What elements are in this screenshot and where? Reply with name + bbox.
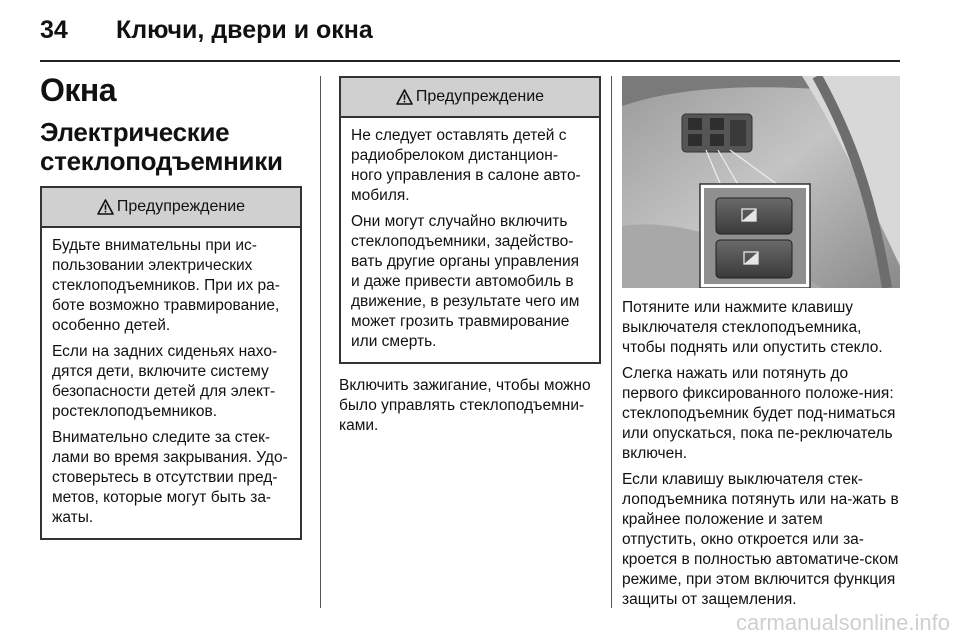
warning-box bbox=[40, 186, 302, 540]
warning-triangle-icon bbox=[97, 199, 114, 215]
warning-header bbox=[42, 188, 300, 228]
window-switch-photo bbox=[622, 76, 900, 288]
header-rule bbox=[40, 60, 900, 62]
page-number: 34 bbox=[40, 16, 68, 44]
warning-body bbox=[341, 118, 599, 362]
warning-paragraph: Не следует оставлять детей с радиобрелоком дистанцион-ного управления в салоне авто-мобиля. bbox=[351, 127, 581, 204]
body-paragraph: Включить зажигание, чтобы можно было управлять стеклоподъемни-ками. bbox=[339, 377, 591, 434]
column-divider bbox=[320, 76, 321, 608]
column-left bbox=[40, 72, 302, 540]
warning-paragraph: Если на задних сиденьях нахо-дятся дети, включите систему безопасности детей для элект-ростеклоподъемников. bbox=[52, 343, 278, 420]
subsection-title bbox=[40, 118, 302, 176]
warning-body bbox=[42, 228, 300, 538]
warning-header bbox=[341, 78, 599, 118]
column-divider bbox=[611, 76, 612, 608]
body-paragraph: Потяните или нажмите клавишу выключателя стеклоподъемника, чтобы поднять или опустить стекло. bbox=[622, 299, 883, 356]
column-middle bbox=[339, 72, 601, 442]
warning-paragraph: Внимательно следите за стек-лами во время закрывания. Удо-стоверьтесь в отсутствии пред-метов, которые могут быть за-жаты. bbox=[52, 429, 288, 526]
chapter-title: Ключи, двери и окна bbox=[116, 16, 373, 44]
warning-triangle-icon bbox=[396, 89, 413, 105]
subsection-title-line2: стеклоподъемники bbox=[40, 146, 283, 176]
body-paragraph: Слегка нажать или потянуть до первого фиксированного положе-ния: стеклоподъемник будет под-ниматься или опускаться, пока пе-реключатель включен. bbox=[622, 365, 896, 462]
column-right bbox=[622, 72, 900, 616]
body-text bbox=[339, 376, 601, 436]
warning-paragraph: Они могут случайно включить стеклоподъемники, задейство-вать другие органы управления и даже привести автомобиль в движение, в результате чего им может грозить травмирование или смерть. bbox=[351, 213, 580, 350]
warning-label: Предупреждение bbox=[116, 198, 246, 215]
body-paragraph: Если клавишу выключателя стек-лоподъемника потянуть или на-жать в крайнее положение и затем отпустить, окно откроется или за-кроется в полностью автоматиче-ском режиме, при этом включится функция защиты от защемления. bbox=[622, 471, 899, 608]
section-title: Окна bbox=[40, 72, 117, 108]
warning-label: Предупреждение bbox=[415, 88, 545, 105]
body-text bbox=[622, 298, 900, 610]
warning-paragraph: Будьте внимательны при ис-пользовании электрических стеклоподъемников. При их ра-боте возможно травмирование, особенно детей. bbox=[52, 237, 280, 334]
warning-box bbox=[339, 76, 601, 364]
subsection-title-line1: Электрические bbox=[40, 117, 230, 147]
watermark: carmanualsonline.info bbox=[735, 610, 950, 635]
